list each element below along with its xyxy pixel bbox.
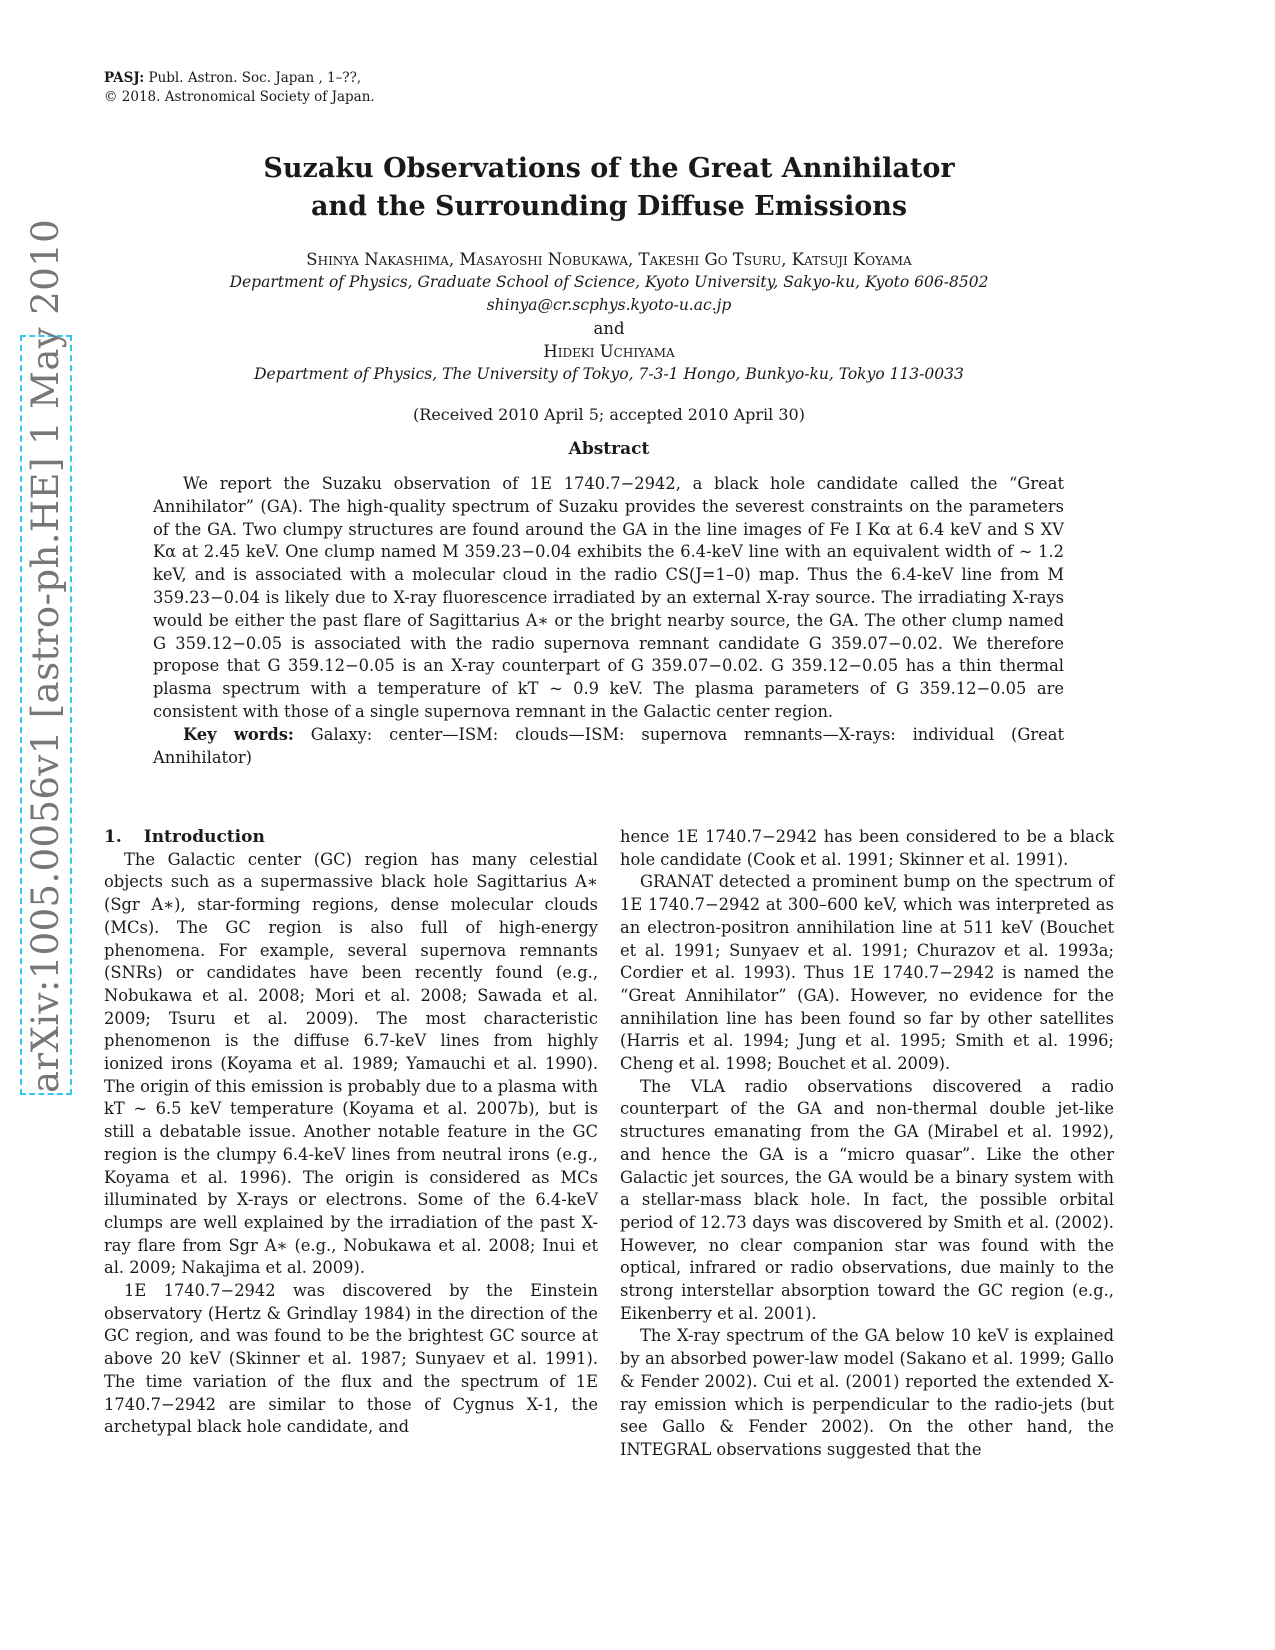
- author-email: shinya@cr.scphys.kyoto-u.ac.jp: [486, 296, 732, 314]
- paragraph: GRANAT detected a prominent bump on the spectrum of 1E 1740.7−2942 at 300–600 keV, which was interpreted as an electron-positron annihilation line at 511 keV (Bouchet et al. 1991; Sunyaev et al. 1991; Churazov et al. 1993a; Cordier et al. 1993). Thus 1E 1740.7−2942 is named the “Great Annihilator” (GA). However, no evidence for the annihilation line has been found so far by other satellites (Harris et al. 1994; Jung et al. 1995; Smith et al. 1996; Cheng et al. 1998; Bouchet et al. 2009).: [620, 872, 1114, 1074]
- keywords: [153, 724, 1064, 770]
- section-title: Introduction: [143, 827, 265, 847]
- paragraph: The X-ray spectrum of the GA below 10 keV is explained by an absorbed power-law model (Sakano et al. 1999; Gallo & Fender 2002). Cui et al. (2001) reported the extended X-ray emission which is perpendicular to the radio-jets (but see Gallo & Fender 2002). On the other hand, the INTEGRAL observations suggested that the: [620, 1326, 1114, 1459]
- arxiv-identifier-stamp[interactable]: arXiv:1005.0056v1 [astro-ph.HE] 1 May 2010: [20, 335, 72, 1095]
- section-heading-introduction: [104, 826, 598, 849]
- abstract-heading: Abstract: [568, 439, 650, 459]
- journal-label: PASJ:: [104, 70, 145, 86]
- affiliation-tokyo: Department of Physics, The University of Tokyo, 7-3-1 Hongo, Bunkyo-ku, Tokyo 113-0033: [254, 365, 964, 383]
- author-block: [0, 248, 1218, 386]
- and-separator: and: [593, 319, 625, 338]
- journal-header: [104, 69, 375, 107]
- journal-line: [104, 69, 375, 88]
- paragraph: 1E 1740.7−2942 was discovered by the Einstein observatory (Hertz & Grindlay 1984) in the direction of the GC region, and was found to be the brightest GC source at above 20 keV (Skinner et al. 1987; Sunyaev et al. 1991). The time variation of the flux and the spectrum of 1E 1740.7−2942 are similar to those of Cygnus X-1, the archetypal black hole candidate, and: [104, 1281, 598, 1437]
- affiliation-kyoto: Department of Physics, Graduate School of Science, Kyoto University, Sakyo-ku, Kyoto 606-8502: [229, 273, 989, 291]
- journal-citation: Publ. Astron. Soc. Japan , 1–??,: [148, 70, 362, 86]
- title-line-2: and the Surrounding Diffuse Emissions: [310, 191, 908, 222]
- paper-title: [0, 150, 1218, 226]
- paragraph: The VLA radio observations discovered a radio counterpart of the GA and non-thermal double jet-like structures emanating from the GA (Mirabel et al. 1992), and hence the GA is a “micro quasar”. Like the other Galactic jet sources, the GA would be a binary system with a stellar-mass black hole. In fact, the possible orbital period of 12.73 days was discovered by Smith et al. (2002). However, no clear companion star was found with the optical, infrared or radio observations, due mainly to the strong interstellar absorption toward the GC region (e.g., Eikenberry et al. 2001).: [620, 1076, 1114, 1323]
- right-column: [620, 826, 1114, 1462]
- left-column: [104, 826, 598, 1439]
- abstract-body: We report the Suzaku observation of 1E 1740.7−2942, a black hole candidate called the “Great Annihilator” (GA). The high-quality spectrum of Suzaku provides the severest constraints on the parameters of the GA. Two clumpy structures are found around the GA in the line images of Fe I Kα at 6.4 keV and S XV Kα at 2.45 keV. One clump named M 359.23−0.04 exhibits the 6.4-keV line with an equivalent width of ∼ 1.2 keV, and is associated with a molecular cloud in the radio CS(J=1–0) map. Thus the 6.4-keV line from M 359.23−0.04 is likely due to X-ray fluorescence irradiated by an external X-ray source. The irradiating X-rays would be either the past flare of Sagittarius A∗ or the bright nearby source, the GA. The other clump named G 359.12−0.05 is associated with the radio supernova remnant candidate G 359.07−0.02. We therefore propose that G 359.12−0.05 is an X-ray counterpart of G 359.07−0.02. G 359.12−0.05 has a thin thermal plasma spectrum with a temperature of kT ∼ 0.9 keV. The plasma parameters of G 359.12−0.05 are consistent with those of a single supernova remnant in the Galactic center region.: [153, 474, 1064, 721]
- received-dates: (Received 2010 April 5; accepted 2010 April 30): [413, 405, 805, 424]
- paragraph: hence 1E 1740.7−2942 has been considered to be a black hole candidate (Cook et al. 1991; Skinner et al. 1991).: [620, 827, 1114, 869]
- copyright-line: © 2018. Astronomical Society of Japan.: [104, 89, 375, 105]
- second-author: Hideki Uchiyama: [543, 342, 675, 361]
- title-line-1: Suzaku Observations of the Great Annihilator: [263, 153, 955, 184]
- keywords-text: Galaxy: center—ISM: clouds—ISM: supernova remnants—X-rays: individual (Great Annihilator): [153, 724, 1064, 767]
- keywords-label: Key words:: [183, 724, 294, 744]
- section-number: 1.: [104, 827, 122, 847]
- author-list: Shinya Nakashima, Masayoshi Nobukawa, Takeshi Go Tsuru, Katsuji Koyama: [306, 250, 912, 269]
- abstract: [153, 473, 1064, 769]
- paragraph: The Galactic center (GC) region has many celestial objects such as a supermassive black hole Sagittarius A∗ (Sgr A∗), star-forming regions, dense molecular clouds (MCs). The GC region is also full of high-energy phenomena. For example, several supernova remnants (SNRs) or candidates have been recently found (e.g., Nobukawa et al. 2008; Mori et al. 2008; Sawada et al. 2009; Tsuru et al. 2009). The most characteristic phenomenon is the diffuse 6.7-keV lines from highly ionized irons (Koyama et al. 1989; Yamauchi et al. 1990). The origin of this emission is probably due to a plasma with kT ∼ 6.5 keV temperature (Koyama et al. 2007b), but is still a debatable issue. Another notable feature in the GC region is the clumpy 6.4-keV lines from neutral irons (e.g., Koyama et al. 1996). The origin is considered as MCs illuminated by X-rays or electrons. Some of the 6.4-keV clumps are well explained by the irradiation of the past X-ray flare from Sgr A∗ (e.g., Nobukawa et al. 2008; Inui et al. 2009; Nakajima et al. 2009).: [104, 849, 598, 1278]
